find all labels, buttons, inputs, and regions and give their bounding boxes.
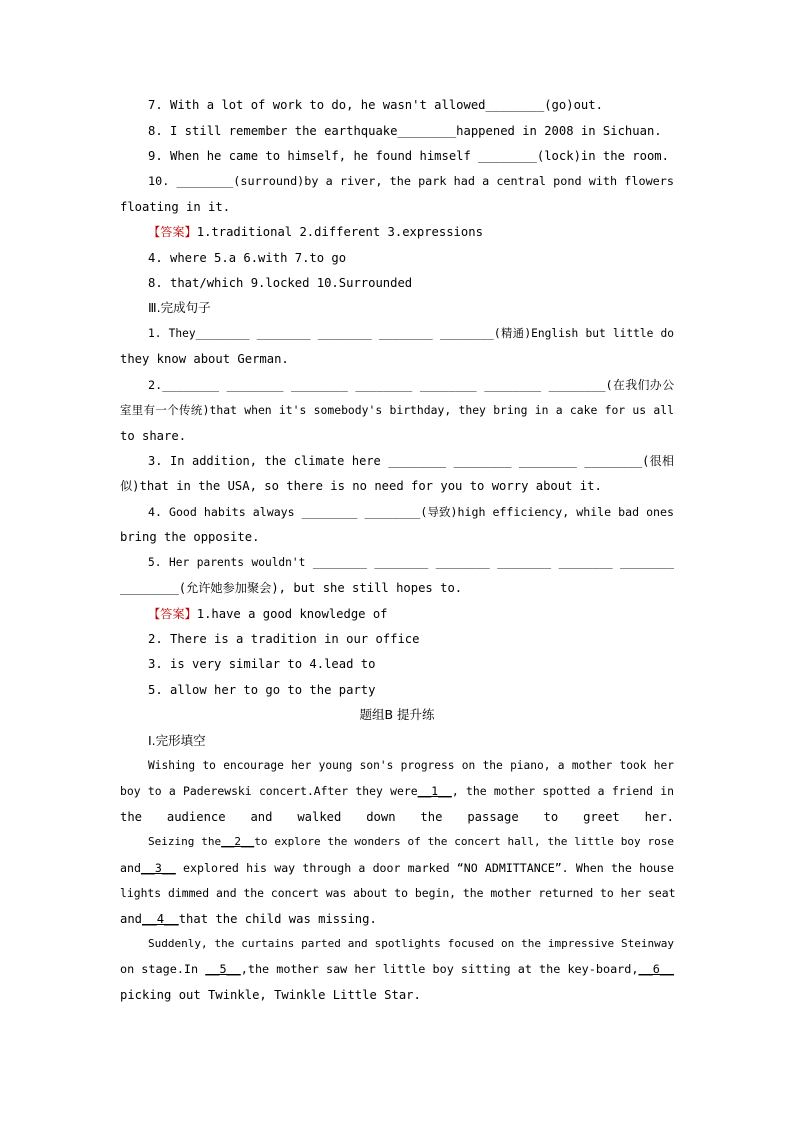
answer-label: 【答案】 — [148, 225, 197, 239]
passage-line-5: and__3__ explored his way through a door marked “NO ADMITTANCE”. When the house — [120, 861, 674, 875]
answer2-line-4: 5. allow her to go to the party — [148, 683, 376, 697]
answer2-line-1 — [120, 603, 674, 625]
answer-text: 1.have a good knowledge of — [196, 607, 388, 621]
sentence-3: 3. In addition, the climate here ________ ________ ________ ________(很相 — [148, 454, 674, 468]
cloze-blank-3: __3__ — [140, 861, 176, 875]
answer2-line-3: 3. is very similar to 4.lead to — [148, 657, 376, 671]
sentence-5: 5. Her parents wouldn't ________ ________ ________ ________ ________ ________ — [148, 556, 674, 569]
passage-line-3: the audience and walked down the passage to greet her. — [120, 810, 674, 824]
passage-line-7: and__4__that the child was missing. — [120, 912, 377, 926]
sentence-1: 1. They________ ________ ________ ________ ________(精通)English but little do — [148, 327, 674, 340]
passage-line-1: Wishing to encourage her young son's progress on the piano, a mother took her — [148, 759, 674, 772]
answer-text: 1.traditional 2.different 3.expressions — [196, 225, 483, 239]
sentence-1-cont: they know about German. — [120, 352, 289, 366]
sentence-2: 2.________ ________ ________ ________ ________ ________ ________(在我们办公 — [148, 378, 674, 392]
exercise-line-10: 10. ________(surround)by a river, the park had a central pond with flowers — [148, 174, 674, 188]
exercise-line-7: 7. With a lot of work to do, he wasn't allowed________(go)out. — [148, 98, 603, 112]
sentence-2-cont: 室里有一个传统)that when it's somebody's birthday, they bring in a cake for us all — [120, 403, 674, 417]
exercise-line-10-cont: floating in it. — [120, 200, 231, 214]
sentence-4: 4. Good habits always ________ ________(导致)high efficiency, while bad ones — [148, 505, 674, 519]
answer2-line-2: 2. There is a tradition in our office — [148, 632, 420, 646]
cloze-blank-4: __4__ — [142, 912, 179, 926]
exercise-line-9: 9. When he came to himself, he found himself ________(lock)in the room. — [148, 149, 669, 163]
group-b-title: 题组B 提升练 — [359, 707, 435, 722]
sentence-5-cont: ________(允许她参加聚会), but she still hopes to. — [120, 581, 463, 595]
section-heading-iii: Ⅲ.完成句子 — [148, 300, 211, 315]
section-heading-i: Ⅰ.完形填空 — [148, 733, 206, 748]
passage-line-2: boy to a Paderewski concert.After they were__1__, the mother spotted a friend in — [120, 784, 675, 798]
passage-line-6: lights dimmed and the concert was about to begin, the mother returned to her seat — [120, 886, 676, 900]
passage-line-8: Suddenly, the curtains parted and spotlights focused on the impressive Steinway — [148, 937, 674, 950]
answer-line-1 — [120, 221, 674, 243]
answer-label: 【答案】 — [148, 607, 197, 621]
passage-line-9: on stage.In __5__,the mother saw her little boy sitting at the key-board,__6__ — [120, 962, 674, 976]
exercise-line-8: 8. I still remember the earthquake________happened in 2008 in Sichuan. — [148, 124, 662, 138]
cloze-blank-1: __1__ — [417, 784, 452, 798]
sentence-2-end: to share. — [120, 429, 187, 443]
cloze-blank-2: __2__ — [221, 835, 255, 848]
passage-line-4: Seizing the__2__to explore the wonders of the concert hall, the little boy rose — [148, 835, 674, 848]
cloze-blank-5: __5__ — [205, 962, 241, 976]
passage-line-10: picking out Twinkle, Twinkle Little Star. — [120, 988, 421, 1002]
cloze-blank-6: __6__ — [638, 962, 674, 976]
answer-line-3: 8. that/which 9.locked 10.Surrounded — [148, 276, 413, 290]
answer-line-2: 4. where 5.a 6.with 7.to go — [148, 251, 347, 265]
sentence-4-cont: bring the opposite. — [120, 530, 260, 544]
sentence-3-cont: 似)that in the USA, so there is no need for you to worry about it. — [120, 479, 602, 493]
